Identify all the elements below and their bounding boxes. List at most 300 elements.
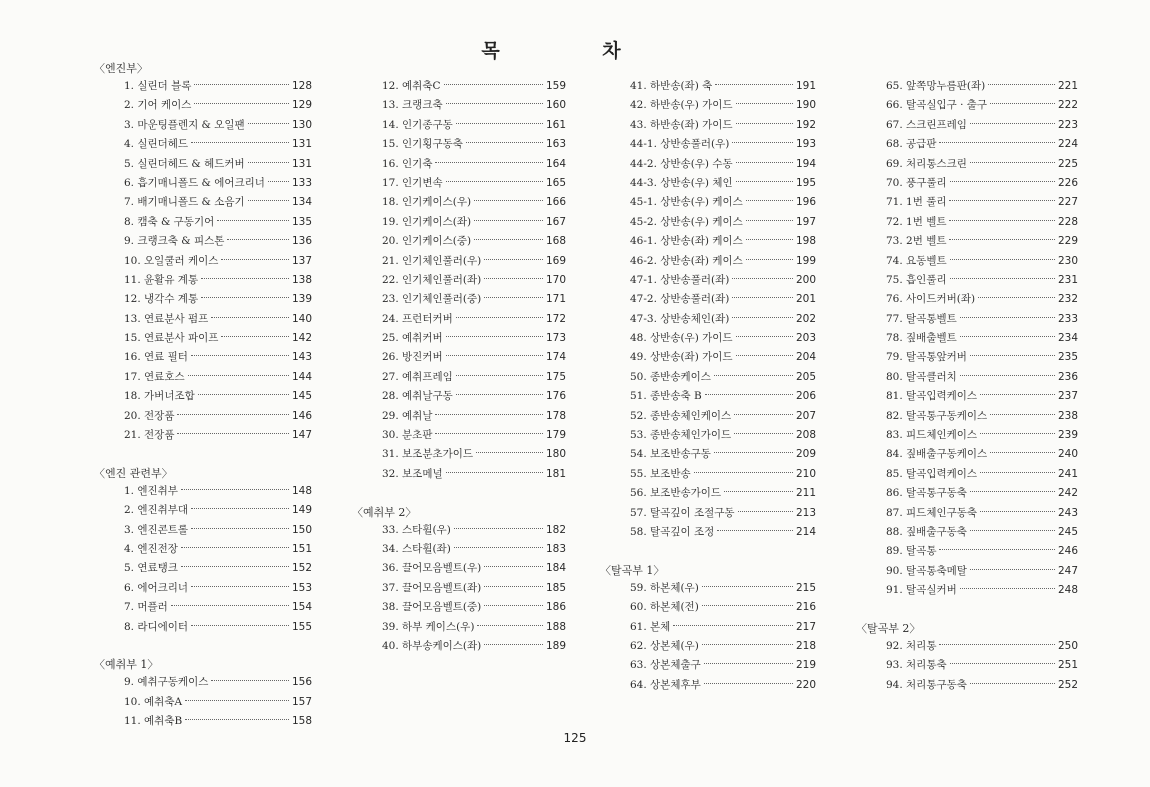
dot-leader [988, 84, 1055, 85]
toc-entry-title: 62. 상본체(우) [630, 639, 699, 652]
toc-entry [856, 523, 1078, 542]
toc-entry [352, 116, 566, 135]
toc-entry-page: 165 [545, 176, 566, 189]
toc-entry-page: 167 [545, 215, 566, 228]
dot-leader [736, 123, 793, 124]
toc-entry-title: 25. 예취커버 [382, 332, 443, 345]
toc-entry [94, 213, 312, 232]
toc-entry [352, 407, 566, 426]
toc-entry [856, 96, 1078, 115]
toc-entry-page: 155 [291, 620, 312, 633]
toc-entry-page: 175 [545, 370, 566, 383]
toc-entry [352, 637, 566, 656]
dot-leader [466, 142, 543, 143]
toc-entry [600, 676, 816, 695]
dot-leader [456, 317, 543, 318]
toc-entry-title: 94. 처리통구동축 [886, 678, 967, 691]
dot-leader [454, 528, 543, 529]
toc-entry-page: 144 [291, 370, 312, 383]
toc-entry [352, 232, 566, 251]
toc-entry-page: 182 [545, 523, 566, 536]
dot-leader [746, 239, 793, 240]
dot-leader [736, 336, 793, 337]
page-title: 목 차 [481, 40, 669, 62]
toc-entry-title: 43. 하반송(좌) 가이드 [630, 118, 733, 131]
toc-entry [352, 465, 566, 484]
toc-entry-page: 247 [1057, 564, 1078, 577]
toc-entry-title: 29. 예취날 [382, 409, 433, 422]
toc-entry-title: 3. 마운팅플렌지 & 오일팬 [124, 118, 245, 131]
toc-entry [94, 501, 312, 520]
dot-leader [191, 508, 289, 509]
dot-leader [181, 489, 289, 490]
toc-entry [856, 271, 1078, 290]
dot-leader [474, 220, 543, 221]
toc-entry [856, 252, 1078, 271]
toc-entry-title: 11. 예취축B [124, 715, 183, 728]
toc-entry-page: 245 [1057, 525, 1078, 538]
toc-entry [352, 96, 566, 115]
toc-entry-title: 70. 풍구풀리 [886, 176, 947, 189]
dot-leader [456, 123, 543, 124]
toc-entry-page: 226 [1057, 176, 1078, 189]
toc-entry-title: 66. 탈곡실입구 · 출구 [886, 99, 988, 112]
toc-entry-page: 149 [291, 504, 312, 517]
toc-entry-page: 137 [291, 254, 312, 267]
toc-entry-page: 251 [1057, 659, 1078, 672]
dot-leader [211, 317, 289, 318]
toc-entry-page: 179 [545, 429, 566, 442]
toc-entry-title: 4. 실린더헤드 [124, 138, 189, 151]
toc-entry-page: 150 [291, 523, 312, 536]
dot-leader [171, 605, 289, 606]
dot-leader [990, 452, 1055, 453]
toc-entry-title: 38. 끌어모음벨트(중) [382, 601, 482, 614]
dot-leader [736, 181, 793, 182]
dot-leader [191, 528, 289, 529]
toc-entry-title: 78. 짚배출벨트 [886, 332, 957, 345]
toc-entry-page: 207 [795, 409, 816, 422]
toc-entry-page: 223 [1057, 118, 1078, 131]
toc-entry-title: 39. 하부 케이스(우) [382, 620, 475, 633]
toc-entry-title: 16. 인기축 [382, 157, 433, 170]
toc-entry-title: 2. 엔진취부대 [124, 504, 189, 517]
dot-leader [950, 278, 1055, 279]
column-top-spacer [600, 60, 816, 77]
toc-entry-title: 18. 가버너조합 [124, 390, 195, 403]
toc-entry [856, 484, 1078, 503]
dot-leader [454, 547, 543, 548]
dot-leader [980, 394, 1055, 395]
toc-entry [94, 193, 312, 212]
dot-leader [456, 375, 543, 376]
toc-entry [600, 174, 816, 193]
toc-entry [856, 310, 1078, 329]
section-heading: 〈엔진부〉 [94, 62, 148, 75]
dot-leader [194, 103, 289, 104]
toc-entry-title: 26. 방진커버 [382, 351, 443, 364]
toc-entry-page: 218 [795, 639, 816, 652]
toc-entry-page: 237 [1057, 390, 1078, 403]
toc-entry-title: 1. 엔진취부 [124, 484, 178, 497]
toc-entry-page: 174 [545, 351, 566, 364]
toc-entry-page: 200 [795, 273, 816, 286]
dot-leader [185, 700, 289, 701]
dot-leader [435, 414, 542, 415]
dot-leader [980, 472, 1055, 473]
toc-entry-title: 49. 상반송(좌) 가이드 [630, 351, 733, 364]
toc-entry-title: 17. 연료호스 [124, 370, 185, 383]
toc-entry-title: 30. 분초판 [382, 429, 433, 442]
toc-entry-title: 50. 종반송케이스 [630, 370, 711, 383]
toc-entry-title: 8. 라디에이터 [124, 620, 189, 633]
toc-entry-title: 64. 상본체후부 [630, 678, 701, 691]
toc-entry-page: 229 [1057, 235, 1078, 248]
dot-leader [248, 123, 289, 124]
toc-entry [94, 348, 312, 367]
dot-leader [939, 644, 1054, 645]
dot-leader [694, 472, 793, 473]
toc-entry-page: 145 [291, 390, 312, 403]
toc-entry-page: 241 [1057, 467, 1078, 480]
toc-entry-title: 75. 흡인풀리 [886, 273, 947, 286]
dot-leader [990, 414, 1055, 415]
toc-entry-title: 59. 하본체(우) [630, 581, 699, 594]
toc-entry-title: 74. 요동벨트 [886, 254, 947, 267]
toc-entry-title: 73. 2번 벨트 [886, 235, 947, 248]
toc-entry-title: 83. 피드체인케이스 [886, 429, 978, 442]
toc-entry [600, 310, 816, 329]
toc-entry-title: 93. 처리통축 [886, 659, 947, 672]
toc-entry [600, 290, 816, 309]
toc-entry [600, 445, 816, 464]
dot-leader [191, 586, 289, 587]
dot-leader [673, 625, 793, 626]
toc-entry-page: 208 [795, 429, 816, 442]
toc-entry-title: 20. 인기케이스(중) [382, 235, 472, 248]
toc-entry [352, 310, 566, 329]
dot-leader [970, 491, 1055, 492]
toc-entry-title: 21. 인기체인풀러(우) [382, 254, 482, 267]
toc-entry-title: 42. 하반송(우) 가이드 [630, 99, 733, 112]
toc-entry [94, 579, 312, 598]
dot-leader [217, 220, 289, 221]
toc-entry [94, 232, 312, 251]
toc-entry-title: 24. 프런터커버 [382, 312, 453, 325]
toc-entry-page: 203 [795, 332, 816, 345]
dot-leader [734, 433, 793, 434]
toc-entry-title: 23. 인기체인풀러(중) [382, 293, 482, 306]
toc-entry-page: 163 [545, 138, 566, 151]
toc-entry-page: 215 [795, 581, 816, 594]
toc-entry-page: 183 [545, 542, 566, 555]
toc-entry-page: 246 [1057, 545, 1078, 558]
toc-entry [352, 290, 566, 309]
toc-entry-title: 2. 기어 케이스 [124, 99, 192, 112]
dot-leader [221, 259, 289, 260]
section-heading: 〈예취부 1〉 [94, 658, 159, 672]
toc-entry-page: 235 [1057, 351, 1078, 364]
toc-entry-page: 220 [795, 678, 816, 691]
toc-entry-page: 186 [545, 601, 566, 614]
dot-leader [477, 625, 543, 626]
dot-leader [950, 259, 1055, 260]
toc-entry [94, 521, 312, 540]
dot-leader [248, 162, 289, 163]
dot-leader [474, 200, 543, 201]
dot-leader [484, 586, 543, 587]
dot-leader [191, 142, 289, 143]
toc-entry-title: 20. 전장품 [124, 409, 175, 422]
dot-leader [970, 530, 1055, 531]
toc-entry [352, 155, 566, 174]
toc-entry-title: 4. 엔진전장 [124, 542, 178, 555]
toc-entry-title: 11. 윤활유 계통 [124, 273, 199, 286]
toc-entry-page: 205 [795, 370, 816, 383]
dot-leader [746, 200, 793, 201]
toc-entry-title: 46-1. 상반송(좌) 케이스 [630, 235, 743, 248]
dot-leader [446, 355, 543, 356]
dot-leader [738, 511, 793, 512]
toc-entry [600, 579, 816, 598]
toc-entry-page: 166 [545, 196, 566, 209]
toc-entry [856, 581, 1078, 600]
toc-entry [856, 656, 1078, 675]
toc-entry [600, 598, 816, 617]
toc-entry-page: 217 [795, 620, 816, 633]
toc-entry-title: 85. 탈곡입력케이스 [886, 467, 978, 480]
toc-entry [856, 676, 1078, 695]
toc-column-1 [94, 60, 312, 732]
dot-leader [990, 103, 1055, 104]
dot-leader [227, 239, 289, 240]
toc-entry-page: 142 [291, 332, 312, 345]
toc-entry-page: 193 [795, 138, 816, 151]
toc-entry [94, 426, 312, 445]
toc-entry-page: 171 [545, 293, 566, 306]
toc-entry [94, 482, 312, 501]
toc-entry [600, 232, 816, 251]
toc-entry-page: 196 [795, 196, 816, 209]
dot-leader [177, 414, 288, 415]
toc-entry-title: 31. 보조분초가이드 [382, 448, 474, 461]
toc-entry [600, 348, 816, 367]
dot-leader [732, 297, 793, 298]
toc-entry-page: 206 [795, 390, 816, 403]
toc-entry-page: 173 [545, 332, 566, 345]
toc-entry-title: 44-2. 상반송(우) 수동 [630, 157, 733, 170]
dot-leader [949, 200, 1054, 201]
toc-entry [352, 579, 566, 598]
toc-entry-page: 138 [291, 273, 312, 286]
toc-entry-page: 227 [1057, 196, 1078, 209]
section-gap [352, 484, 566, 503]
toc-entry-page: 181 [545, 467, 566, 480]
toc-entry [94, 673, 312, 692]
toc-entry-page: 238 [1057, 409, 1078, 422]
toc-entry-title: 72. 1번 벨트 [886, 215, 947, 228]
toc-entry-page: 192 [795, 118, 816, 131]
toc-entry [856, 407, 1078, 426]
dot-leader [201, 297, 289, 298]
toc-entry-page: 234 [1057, 332, 1078, 345]
section-gap [600, 542, 816, 561]
toc-entry-title: 16. 연료 필터 [124, 351, 188, 364]
toc-entry-title: 87. 피드체인구동축 [886, 506, 978, 519]
toc-entry-page: 129 [291, 99, 312, 112]
dot-leader [732, 317, 793, 318]
dot-leader [702, 644, 793, 645]
toc-entry [352, 135, 566, 154]
toc-entry [600, 155, 816, 174]
toc-entry-page: 156 [291, 676, 312, 689]
toc-entry-title: 58. 탈곡깊이 조정 [630, 525, 715, 538]
dot-leader [191, 355, 289, 356]
dot-leader [970, 569, 1055, 570]
toc-entry [600, 426, 816, 445]
toc-entry-page: 236 [1057, 370, 1078, 383]
toc-entry-page: 250 [1057, 639, 1078, 652]
toc-entry [856, 174, 1078, 193]
dot-leader [746, 220, 793, 221]
dot-leader [705, 394, 793, 395]
toc-entry-title: 68. 공급판 [886, 138, 937, 151]
dot-leader [715, 84, 793, 85]
toc-entry-title: 47-3. 상반송체인(좌) [630, 312, 730, 325]
toc-entry [600, 252, 816, 271]
toc-entry-title: 92. 처리통 [886, 639, 937, 652]
toc-entry-title: 28. 예취날구동 [382, 390, 453, 403]
dot-leader [736, 162, 793, 163]
toc-entry [856, 562, 1078, 581]
toc-entry [856, 155, 1078, 174]
dot-leader [181, 566, 289, 567]
toc-entry [352, 618, 566, 637]
toc-entry-title: 19. 인기케이스(좌) [382, 215, 472, 228]
toc-column-4 [856, 60, 1078, 695]
dot-leader [736, 355, 793, 356]
toc-entry-page: 168 [545, 235, 566, 248]
toc-entry-title: 7. 배기매니폴드 & 소음기 [124, 196, 245, 209]
toc-entry-page: 214 [795, 525, 816, 538]
toc-entry-title: 81. 탈곡입력케이스 [886, 390, 978, 403]
toc-entry-title: 71. 1번 풀리 [886, 196, 947, 209]
toc-entry [600, 465, 816, 484]
toc-entry-title: 22. 인기체인풀러(좌) [382, 273, 482, 286]
page-number: 125 [563, 731, 587, 745]
toc-entry [856, 637, 1078, 656]
toc-entry-title: 32. 보조메널 [382, 467, 443, 480]
dot-leader [734, 414, 793, 415]
toc-entry [94, 77, 312, 96]
toc-entry-page: 146 [291, 409, 312, 422]
dot-leader [484, 259, 543, 260]
toc-entry-page: 210 [795, 467, 816, 480]
toc-entry-page: 194 [795, 157, 816, 170]
toc-entry [856, 116, 1078, 135]
toc-entry [94, 618, 312, 637]
toc-entry [600, 387, 816, 406]
toc-entry-page: 211 [795, 487, 816, 500]
toc-entry-title: 15. 인기횡구동축 [382, 138, 463, 151]
toc-entry-page: 136 [291, 235, 312, 248]
toc-entry [352, 521, 566, 540]
toc-entry-title: 89. 탈곡통 [886, 545, 937, 558]
toc-entry-page: 153 [291, 581, 312, 594]
dot-leader [704, 663, 793, 664]
toc-entry-title: 41. 하반송(좌) 축 [630, 80, 713, 92]
dot-leader [717, 530, 793, 531]
toc-entry-title: 86. 탈곡통구동축 [886, 487, 967, 500]
toc-entry [352, 174, 566, 193]
toc-entry-title: 36. 끌어모음벨트(우) [382, 562, 482, 575]
toc-entry [600, 135, 816, 154]
toc-entry-page: 225 [1057, 157, 1078, 170]
toc-entry [600, 637, 816, 656]
toc-entry-title: 40. 하부송케이스(좌) [382, 639, 482, 652]
toc-entry [94, 116, 312, 135]
dot-leader [746, 259, 793, 260]
toc-entry-title: 13. 연료분사 펌프 [124, 312, 209, 325]
toc-entry-title: 5. 연료탱크 [124, 562, 178, 575]
dot-leader [939, 549, 1054, 550]
toc-entry-page: 143 [291, 351, 312, 364]
dot-leader [268, 181, 289, 182]
toc-column-3 [600, 60, 816, 695]
toc-entry-page: 189 [545, 639, 566, 652]
toc-entry-page: 224 [1057, 138, 1078, 151]
toc-entry-title: 15. 연료분사 파이프 [124, 332, 219, 345]
toc-entry-page: 221 [1057, 80, 1078, 92]
toc-entry-title: 79. 탈곡통앞커버 [886, 351, 967, 364]
section-gap [94, 445, 312, 464]
toc-entry-page: 243 [1057, 506, 1078, 519]
toc-entry [856, 387, 1078, 406]
toc-entry-page: 204 [795, 351, 816, 364]
toc-entry-title: 54. 보조반송구동 [630, 448, 711, 461]
toc-entry [94, 407, 312, 426]
toc-column-2 [352, 60, 566, 656]
dot-leader [185, 719, 289, 720]
dot-leader [188, 375, 289, 376]
toc-entry-page: 231 [1057, 273, 1078, 286]
toc-entry [352, 271, 566, 290]
toc-entry [856, 348, 1078, 367]
toc-entry-title: 77. 탈곡통벨트 [886, 312, 957, 325]
toc-entry [600, 96, 816, 115]
toc-entry [856, 426, 1078, 445]
toc-entry-title: 52. 종반송체인케이스 [630, 409, 732, 422]
dot-leader [704, 683, 793, 684]
toc-entry-page: 169 [545, 254, 566, 267]
dot-leader [446, 181, 543, 182]
toc-entry-title: 46-2. 상반송(좌) 케이스 [630, 254, 743, 267]
toc-entry [94, 598, 312, 617]
toc-entry-title: 18. 인기케이스(우) [382, 196, 472, 209]
toc-entry [600, 656, 816, 675]
toc-entry-title: 88. 짚배출구동축 [886, 525, 967, 538]
toc-entry-title: 9. 예취구동케이스 [124, 676, 209, 689]
toc-entry-page: 242 [1057, 487, 1078, 500]
toc-entry-page: 185 [545, 581, 566, 594]
toc-entry [600, 368, 816, 387]
dot-leader [211, 680, 289, 681]
toc-entry-title: 33. 스타휠(우) [382, 523, 451, 536]
dot-leader [435, 162, 542, 163]
toc-entry [856, 232, 1078, 251]
toc-entry-title: 7. 머플러 [124, 601, 168, 614]
toc-entry-title: 65. 앞쪽망누름판(좌) [886, 80, 986, 92]
